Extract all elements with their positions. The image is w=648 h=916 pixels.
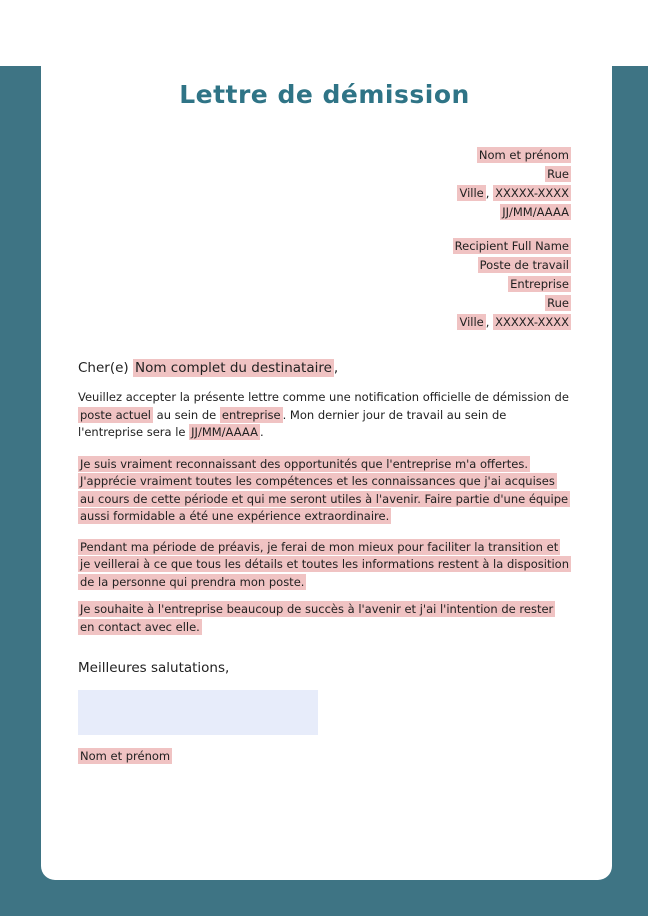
placeholder-field[interactable]: entreprise [221, 407, 281, 422]
placeholder-field[interactable]: Ville [459, 186, 484, 200]
placeholder-field[interactable]: Rue [547, 167, 569, 181]
sender-address-block [78, 146, 571, 222]
recipient-address-block [78, 237, 571, 332]
paragraph-wishes [78, 601, 571, 636]
recipient-name-line [78, 237, 571, 256]
recipient-street-line [78, 294, 571, 313]
placeholder-field[interactable]: XXXXX-XXXX [495, 186, 569, 200]
placeholder-field[interactable]: Rue [547, 296, 569, 310]
recipient-company-line [78, 275, 571, 294]
placeholder-field[interactable]: Nom et prénom [478, 148, 569, 162]
sender-date-line [78, 203, 571, 222]
signature-box[interactable] [78, 690, 318, 735]
placeholder-field[interactable]: Je souhaite à l'entreprise beaucoup de succès à l'avenir et j'ai l'intention de rester en contact avec elle. [80, 602, 554, 634]
placeholder-field[interactable]: Entreprise [510, 277, 569, 291]
text-segment: . [259, 425, 264, 439]
text-segment: , [333, 360, 339, 376]
letter-title: Lettre de démission [179, 80, 470, 109]
placeholder-field[interactable]: poste actuel [80, 407, 152, 422]
paragraph-transition [78, 539, 571, 592]
placeholder-field[interactable]: Nom et prénom [80, 749, 171, 763]
signature-name-line [78, 748, 571, 765]
sender-name-line [78, 146, 571, 165]
paragraph-resignation-notice [78, 389, 571, 442]
sender-street-line [78, 165, 571, 184]
placeholder-field[interactable]: Poste de travail [479, 258, 569, 272]
recipient-jobtitle-line [78, 256, 571, 275]
sender-city-line [78, 184, 571, 203]
text-segment: Veuillez accepter la présente lettre comme une notification officielle de démission de [78, 390, 569, 404]
placeholder-field[interactable]: JJ/MM/AAAA [191, 425, 258, 439]
placeholder-field[interactable]: Ville [459, 315, 484, 329]
placeholder-field[interactable]: Nom complet du destinataire [134, 360, 332, 376]
text-segment: Cher(e) [78, 360, 133, 376]
placeholder-field[interactable]: Recipient Full Name [454, 239, 569, 253]
salutation-line [78, 360, 571, 376]
placeholder-field[interactable]: XXXXX-XXXX [495, 315, 569, 329]
text-segment: , [485, 186, 494, 200]
placeholder-field[interactable]: Je suis vraiment reconnaissant des opportunités que l'entreprise m'a offertes. J'apprécie vraiment toutes les compétences et les connaissances que j'ai acquises au cours de cette période et qui me seront utiles à l'avenir. Faire partie d'une équipe aussi formidable a été une expérience extraordinaire. [80, 456, 569, 523]
text-segment: , [485, 315, 494, 329]
letter-content [41, 66, 612, 765]
closing-line: Meilleures salutations, [78, 660, 230, 676]
placeholder-field[interactable]: Pendant ma période de préavis, je ferai de mon mieux pour faciliter la transition et je veillerai à ce que tous les détails et toutes les informations restent à la disposition de la personne qui prendra mon poste. [80, 539, 569, 589]
placeholder-field[interactable]: JJ/MM/AAAA [502, 205, 569, 219]
text-segment: au sein de [153, 407, 220, 422]
recipient-city-line [78, 313, 571, 332]
paragraph-gratitude [78, 456, 571, 526]
text-segment: . Mon dernier jour de travail au sein de l'entreprise sera le [78, 407, 507, 439]
letter-card [41, 66, 612, 880]
